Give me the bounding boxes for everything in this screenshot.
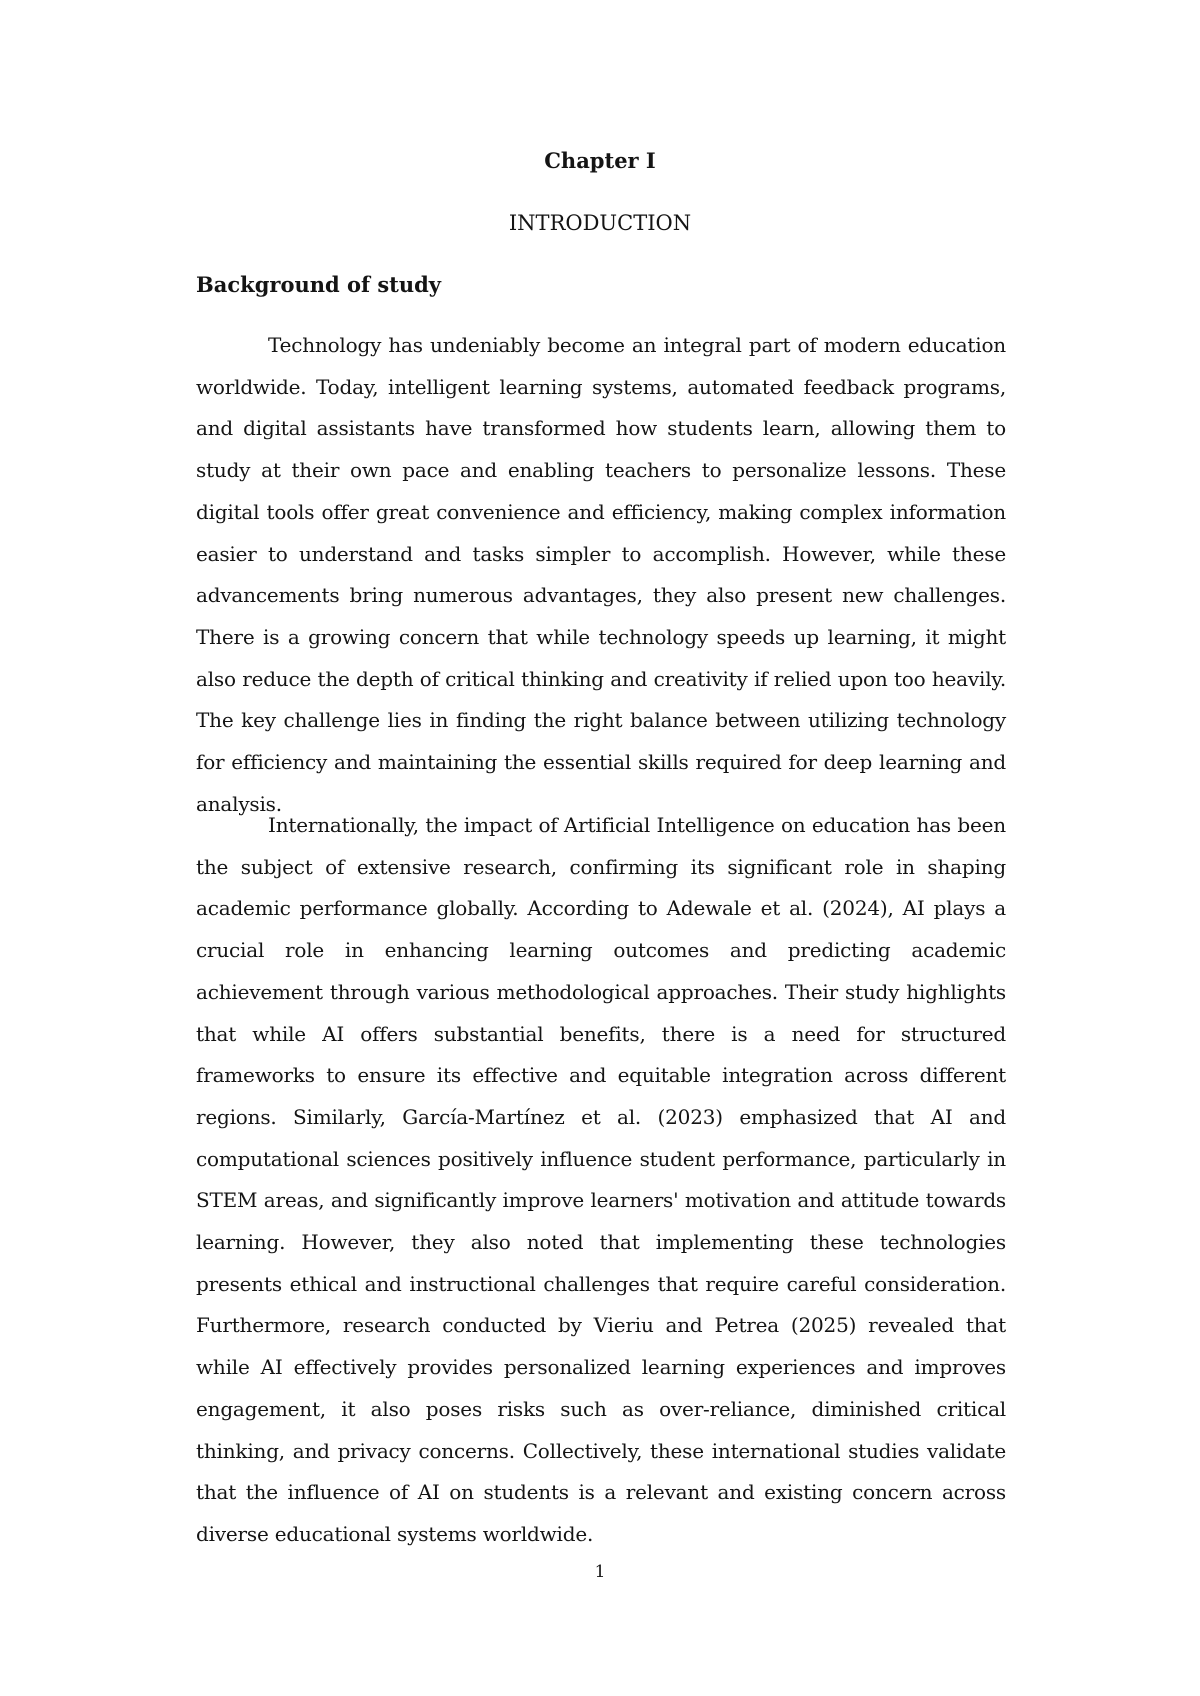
chapter-label: Chapter I bbox=[544, 148, 656, 173]
section-heading: Background of study bbox=[196, 272, 442, 297]
body-paragraph-1: Technology has undeniably become an integral part of modern education worldwide. Today, intelligent learning systems, automated feedback programs, and digital assistants have transformed how students learn, allowing them to study at their own pace and enabling teachers to personalize lessons. These digital tools offer great convenience and efficiency, making complex information easier to understand and tasks simpler to accomplish. However, while these advancements bring numerous advantages, they also present new challenges. There is a growing concern that while technology speeds up learning, it might also reduce the depth of critical thinking and creativity if relied upon too heavily. The key challenge lies in finding the right balance between utilizing technology for efficiency and maintaining the essential skills required for deep learning and analysis. bbox=[196, 333, 1006, 816]
body-paragraph-2: Internationally, the impact of Artificial Intelligence on education has been the subject of extensive research, confirming its significant role in shaping academic performance globally. According to Adewale et al. (2024), AI plays a crucial role in enhancing learning outcomes and predicting academic achievement through various methodological approaches. Their study highlights that while AI offers substantial benefits, there is a need for structured frameworks to ensure its effective and equitable integration across different regions. Similarly, García-Martínez et al. (2023) emphasized that AI and computational sciences positively influence student performance, particularly in STEM areas, and significantly improve learners' motivation and attitude towards learning. However, they also noted that implementing these technologies presents ethical and instructional challenges that require careful consideration. Furthermore, research conducted by Vieriu and Petrea (2025) revealed that while AI effectively provides personalized learning experiences and improves engagement, it also poses risks such as over-reliance, diminished critical thinking, and privacy concerns. Collectively, these international studies validate that the influence of AI on students is a relevant and existing concern across diverse educational systems worldwide. bbox=[196, 813, 1006, 1546]
page-number: 1 bbox=[594, 1562, 606, 1582]
chapter-title: INTRODUCTION bbox=[508, 211, 692, 235]
